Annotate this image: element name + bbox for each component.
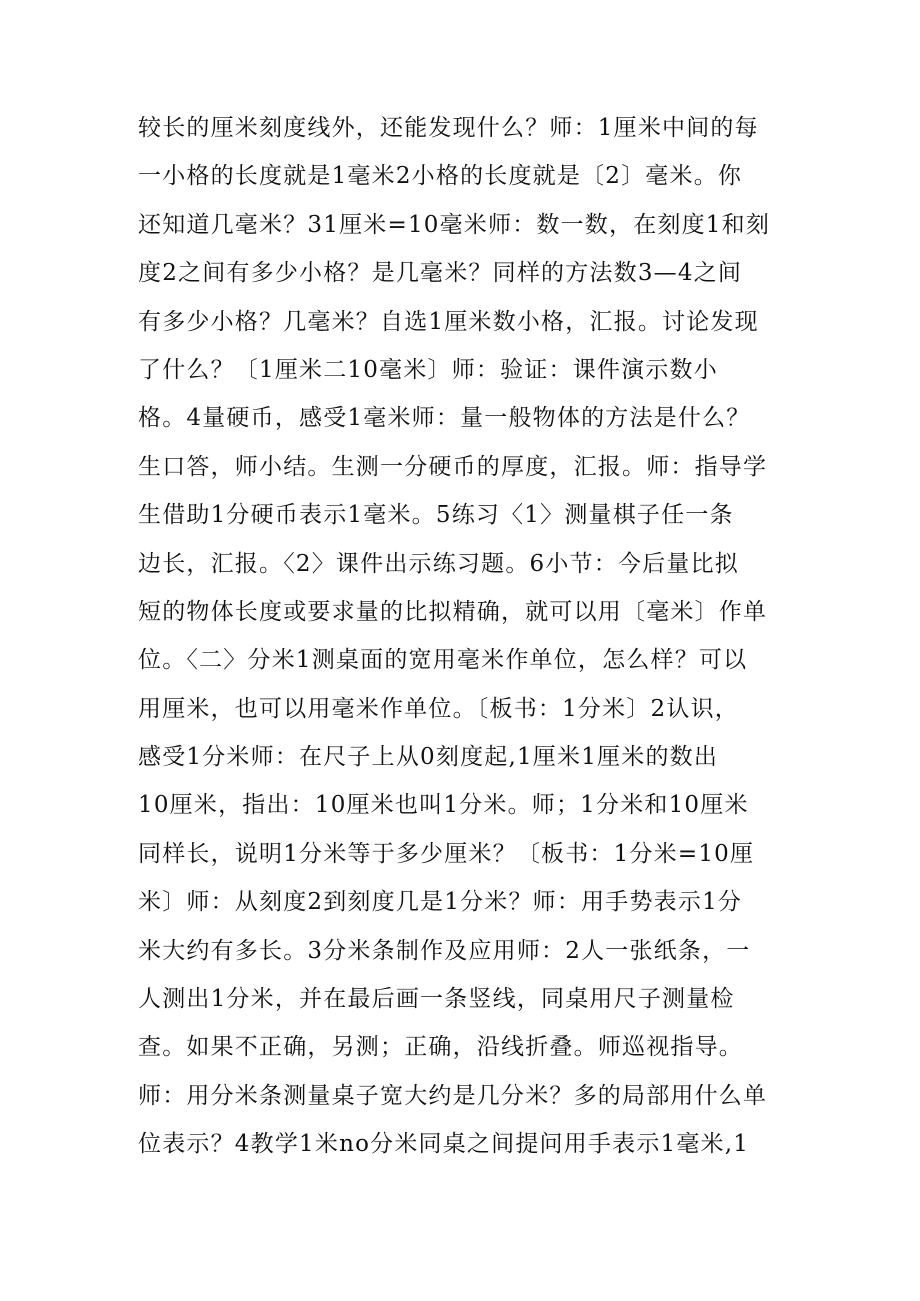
text-line: 位。〈二〉分米1测桌面的宽用毫米作单位，怎么样？可以 [138, 647, 748, 674]
text-line: 师：用分米条测量桌子宽大约是几分米？多的局部用什么单 [138, 1082, 768, 1109]
text-line: 一小格的长度就是1毫米2小格的长度就是〔2〕毫米。你 [138, 163, 743, 190]
text-line: 还知道几毫米？31厘米=10毫米师：数一数，在刻度1和刻 [138, 211, 771, 238]
text-line: 米大约有多长。3分米条制作及应用师：2人一张纸条，一 [138, 937, 751, 964]
text-line: 米〕师：从刻度2到刻度几是1分米？师：用手势表示1分 [138, 889, 743, 916]
text-line: 用厘米，也可以用毫米作单位。〔板书：1分米〕2认识， [138, 695, 739, 722]
text-line: 度2之间有多少小格？是几毫米？同样的方法数3—4之间 [138, 260, 743, 287]
text-line: 短的物体长度或要求量的比拟精确，就可以用〔毫米〕作单 [138, 598, 768, 625]
text-line: 感受1分米师：在尺子上从0刻度起,1厘米1厘米的数出 [138, 744, 719, 771]
text-line: 同样长，说明1分米等于多少厘米？〔板书：1分米=10厘 [138, 840, 755, 867]
text-line: 位表示？4教学1米no分米同桌之间提问用手表示1毫米,1 [138, 1131, 750, 1158]
text-line: 生口答，师小结。生测一分硬币的厚度，汇报。师：指导学 [138, 453, 768, 480]
text-line: 较长的厘米刻度线外，还能发现什么？师：1厘米中间的每 [138, 115, 759, 141]
text-line: 10厘米，指出：10厘米也叫1分米。师；1分米和10厘米 [138, 792, 749, 819]
text-line: 查。如果不正确，另测；正确，沿线折叠。师巡视指导。 [138, 1034, 743, 1061]
text-line: 人测出1分米，并在最后画一条竖线，同桌用尺子测量检 [138, 986, 735, 1013]
body-text [138, 104, 798, 1169]
text-line: 有多少小格？几毫米？自选1厘米数小格，汇报。讨论发现 [138, 308, 759, 335]
text-line: 生借助1分硬币表示1毫米。5练习〈1〉测量棋子任一条 [138, 502, 734, 529]
text-line: 了什么？〔1厘米二10毫米〕师：验证：课件演示数小 [138, 356, 718, 383]
text-line: 边长，汇报。〈2〉课件出示练习题。6小节：今后量比拟 [138, 550, 739, 577]
text-line: 格。4量硬币，感受1毫米师：量一般物体的方法是什么？ [138, 405, 751, 432]
